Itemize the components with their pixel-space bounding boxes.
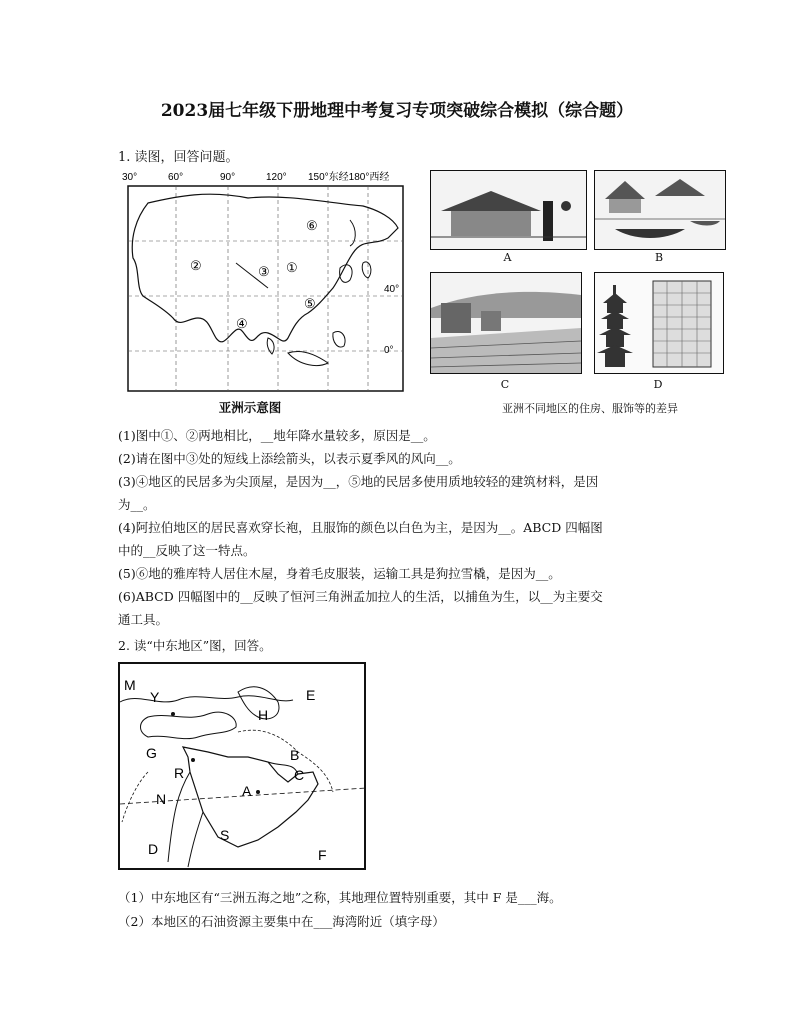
picture-a	[430, 170, 587, 250]
q1-line-4-cont: 中的__反映了这一特点。	[118, 543, 256, 558]
letter-m: M	[124, 677, 136, 693]
q1-line-6-cont: 通工具。	[118, 612, 169, 627]
marker-1: ①	[286, 260, 298, 275]
pictures-caption: 亚洲不同地区的住房、服饰等的差异	[502, 402, 678, 415]
letter-e: E	[306, 687, 316, 703]
marker-5: ⑤	[304, 296, 316, 311]
letter-c: C	[294, 767, 305, 783]
q1-line-6: (6)ABCD 四幅图中的__反映了恒河三角洲孟加拉人的生活，以捕鱼为生，以__为主要交	[118, 589, 603, 604]
letter-g: G	[146, 745, 157, 761]
page-title: 2023届七年级下册地理中考复习专项突破综合模拟（综合题）	[160, 101, 634, 121]
asia-map	[118, 168, 408, 396]
marker-3: ③	[258, 264, 270, 279]
marker-4: ④	[236, 316, 248, 331]
letter-d: D	[148, 841, 159, 857]
q2-line-2: （2）本地区的石油资源主要集中在___海湾附近（填字母）	[118, 914, 445, 929]
question-2-stem: 2. 读“中东地区”图，回答。	[118, 638, 272, 653]
picture-d-label: D	[653, 378, 663, 391]
asia-map-caption: 亚洲示意图	[218, 400, 282, 415]
lat-label-0: 0°	[384, 345, 394, 356]
letter-f: F	[318, 847, 327, 863]
letter-y: Y	[150, 689, 160, 705]
marker-2: ②	[190, 258, 202, 273]
q1-line-3: (3)④地区的民居多为尖顶屋，是因为__，⑤地的民居多使用质地较轻的建筑材料，是因	[118, 474, 599, 489]
lon-label-120: 120°	[266, 172, 287, 183]
q1-line-3-cont: 为__。	[118, 497, 156, 512]
lon-label-90: 90°	[220, 172, 236, 183]
letter-n: N	[156, 791, 167, 807]
picture-d	[594, 272, 724, 374]
q1-line-2: (2)请在图中③处的短线上添绘箭头，以表示夏季风的风向__。	[118, 451, 461, 466]
letter-s: S	[220, 827, 230, 843]
picture-c	[430, 272, 582, 374]
lat-label-40: 40°	[384, 284, 400, 295]
picture-b-label: B	[654, 251, 664, 264]
q2-line-1: （1）中东地区有“三洲五海之地”之称，其地理位置特别重要，其中 F 是___海。	[118, 890, 562, 905]
lon-label-60: 60°	[168, 172, 184, 183]
letter-b: B	[290, 747, 300, 763]
letter-r: R	[174, 765, 185, 781]
lon-label-30: 30°	[122, 172, 138, 183]
middle-east-map	[118, 662, 368, 872]
picture-a-label: A	[503, 251, 512, 264]
letter-a: A	[242, 783, 252, 799]
picture-c-label: C	[500, 378, 510, 391]
q1-line-4: (4)阿拉伯地区的居民喜欢穿长袍，且服饰的颜色以白色为主，是因为__。ABCD 四幅图	[118, 520, 603, 535]
picture-b	[594, 170, 726, 250]
marker-6: ⑥	[306, 218, 318, 233]
question-1-stem: 1. 读图，回答问题。	[118, 150, 239, 165]
q1-line-5: (5)⑥地的雅库特人居住木屋，身着毛皮服装，运输工具是狗拉雪橇，是因为__。	[118, 566, 561, 581]
lon-label-150-180: 150°东经180°西经	[308, 172, 390, 183]
q1-line-1: (1)图中①、②两地相比，__地年降水量较多，原因是__。	[118, 428, 436, 443]
letter-h: H	[258, 707, 269, 723]
